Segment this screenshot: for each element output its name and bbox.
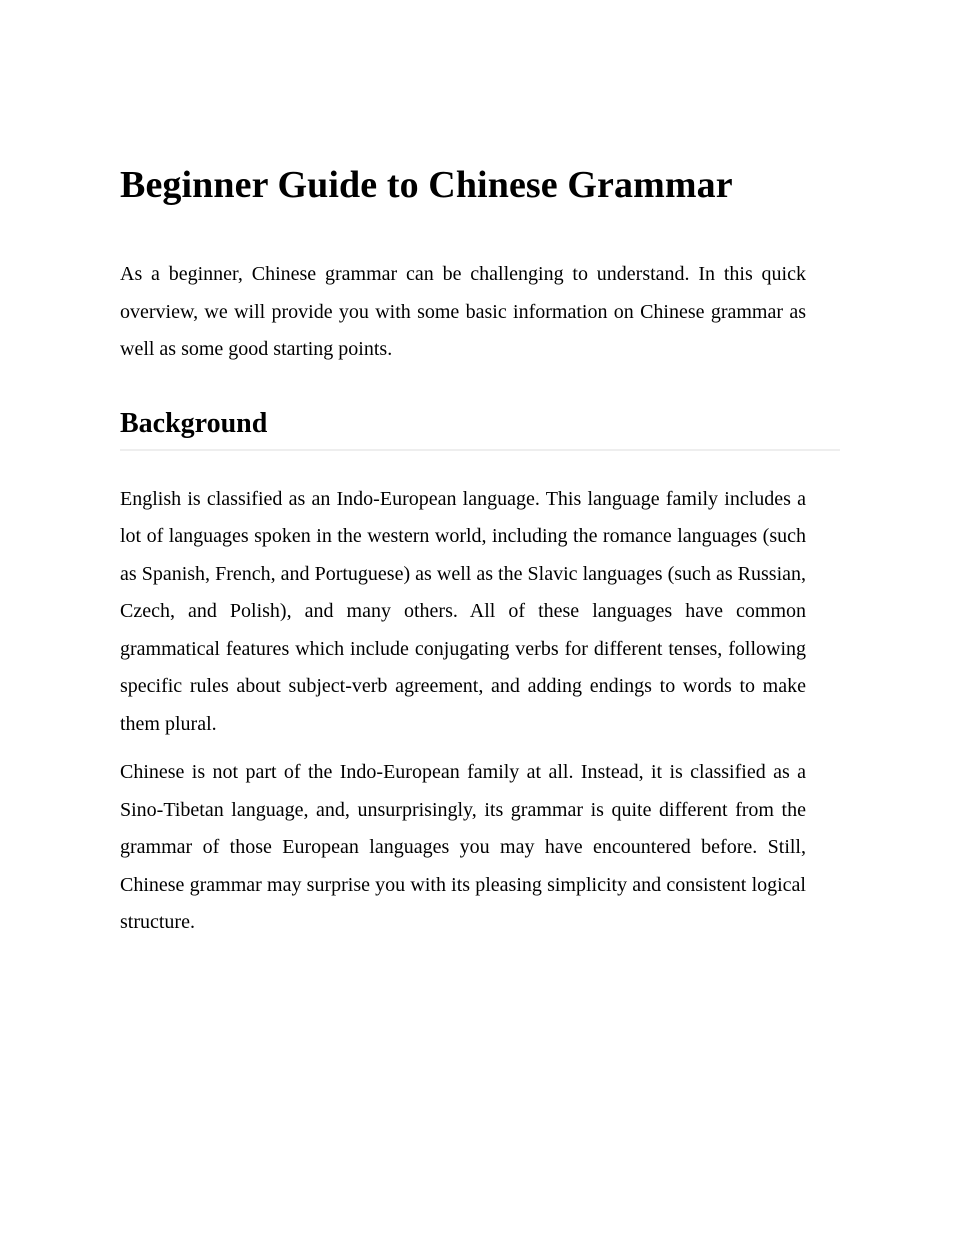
section-heading-background: Background <box>120 369 840 451</box>
page-title: Beginner Guide to Chinese Grammar <box>120 164 733 206</box>
body-paragraph: Chinese is not part of the Indo-European family at all. Instead, it is classified as a Sino-Tibetan language, and, unsurprisingly, its grammar is quite different from the grammar of those European languages you may have encountered before. Still, Chinese grammar may surprise you with its pleasing simplicity and consistent logical structure. <box>120 761 806 933</box>
body-paragraph: English is classified as an Indo-European language. This language family includes a lot of languages spoken in the western world, including the romance languages (such as Spanish, French, and Portuguese) as well as the Slavic languages (such as Russian, Czech, and Polish), and many others. All of these languages have common grammatical features which include conjugating verbs for different tenses, following specific rules about subject-verb agreement, and adding endings to words to make them plural. <box>120 487 806 735</box>
document-content <box>120 0 806 942</box>
intro-paragraph: As a beginner, Chinese grammar can be challenging to understand. In this quick overview, we will provide you with some basic information on Chinese grammar as well as some good starting points. <box>120 263 806 360</box>
